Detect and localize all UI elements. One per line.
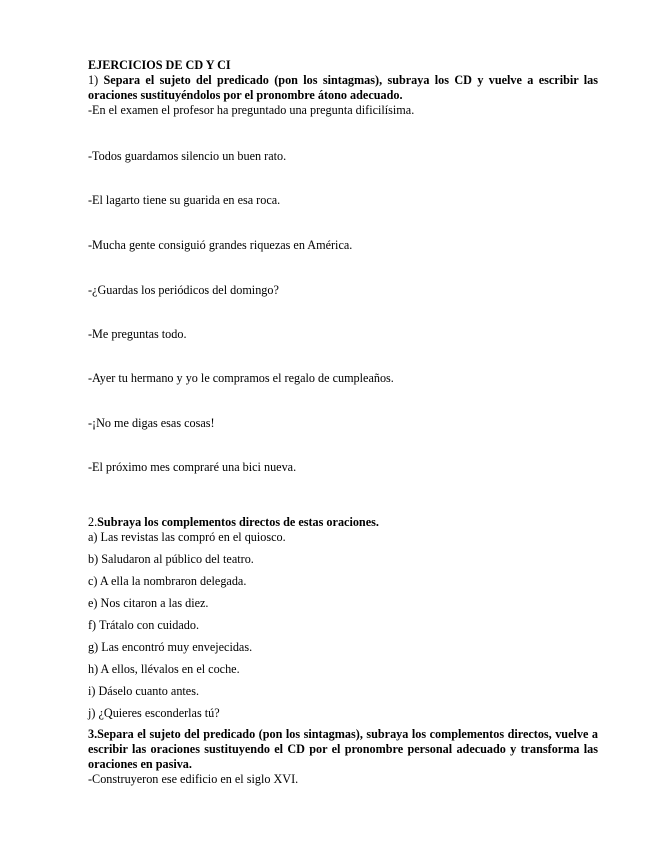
exercise-1-sentence: -¡No me digas esas cosas! xyxy=(88,416,215,430)
exercise-2-item: b) Saludaron al público del teatro. xyxy=(88,552,254,566)
exercise-1-number: 1) xyxy=(88,73,99,87)
exercise-1-instruction xyxy=(88,73,598,103)
exercise-2-number: 2. xyxy=(88,515,98,529)
exercise-1-instruction-text: Separa el sujeto del predicado (pon los sintagmas), subraya los CD y vuelve a escribir las oraciones sustituyéndolos por el pronombre átono adecuado. xyxy=(88,73,599,102)
exercise-3-instruction: 3.Separa el sujeto del predicado (pon los sintagmas), subraya los complementos directos, vuelve a escribir las oraciones sustituyendo el CD por el pronombre personal adecuado y transforma las oraciones en pasiva. xyxy=(88,727,598,771)
exercise-3 xyxy=(88,727,598,787)
exercise-2-item: g) Las encontró muy envejecidas. xyxy=(88,640,253,654)
exercise-1-sentence: -Me preguntas todo. xyxy=(88,327,187,341)
exercise-2-item: c) A ella la nombraron delegada. xyxy=(88,574,247,588)
exercise-1-sentence: -El próximo mes compraré una bici nueva. xyxy=(88,460,297,474)
exercise-3-sentence: -Construyeron ese edificio en el siglo XVI. xyxy=(88,772,299,786)
exercise-1-sentence: -Ayer tu hermano y yo le compramos el regalo de cumpleaños. xyxy=(88,371,394,385)
exercise-1-sentence: -En el examen el profesor ha preguntado una pregunta dificilísima. xyxy=(88,103,415,117)
exercise-1-sentence: -Todos guardamos silencio un buen rato. xyxy=(88,149,287,163)
exercise-2-item: e) Nos citaron a las diez. xyxy=(88,596,209,610)
exercise-1-header xyxy=(88,58,598,118)
exercise-2-item: a) Las revistas las compró en el quiosco. xyxy=(88,530,286,544)
exercise-2-item: h) A ellos, llévalos en el coche. xyxy=(88,662,240,676)
exercise-2-item: i) Dáselo cuanto antes. xyxy=(88,684,200,698)
exercise-1-sentence: -Mucha gente consiguió grandes riquezas en América. xyxy=(88,238,353,252)
exercise-1-sentence: -¿Guardas los periódicos del domingo? xyxy=(88,283,279,297)
exercise-2-item: j) ¿Quieres esconderlas tú? xyxy=(88,706,220,720)
exercise-1-sentence: -El lagarto tiene su guarida en esa roca. xyxy=(88,193,281,207)
exercise-2-item: f) Trátalo con cuidado. xyxy=(88,618,200,632)
document-title: EJERCICIOS DE CD Y CI xyxy=(88,58,231,72)
exercise-2-instruction xyxy=(88,515,598,530)
exercise-2-instruction-text: Subraya los complementos directos de estas oraciones. xyxy=(97,515,379,529)
